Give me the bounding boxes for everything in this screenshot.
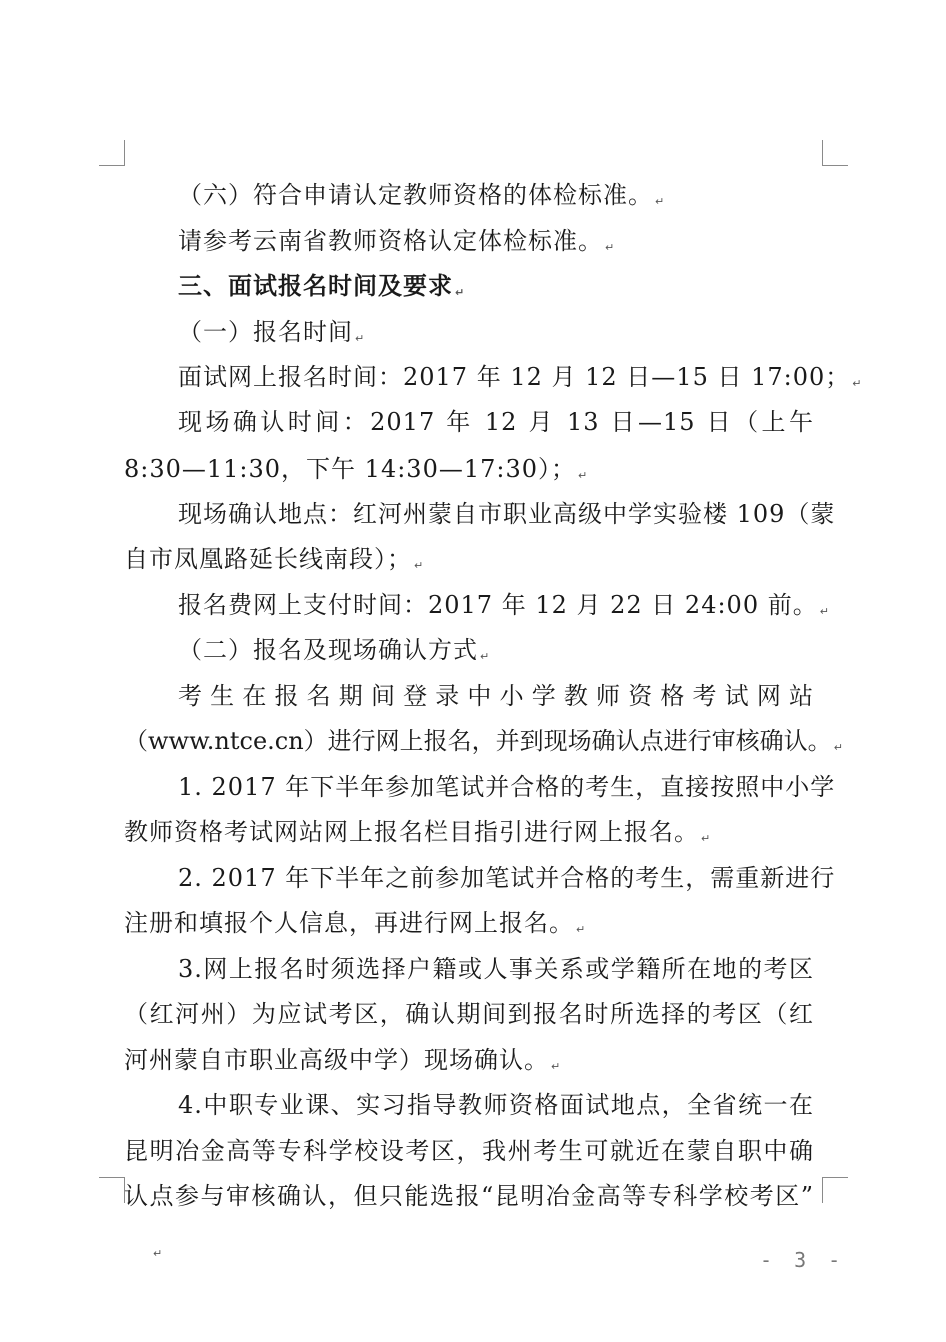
subsection-heading: （一）报名时间 ↵ — [178, 318, 365, 346]
text-line: 考生在报名期间登录中小学教师资格考试网站 — [178, 682, 814, 710]
text-line: 面试网上报名时间：2017 年 12 月 12 日—15 日 17:00； ↵ — [178, 363, 862, 391]
text-line: （红河州）为应试考区，确认期间到报名时所选择的考区（红 — [124, 1000, 814, 1028]
text-line: （六）符合申请认定教师资格的体检标准。 ↵ — [178, 181, 665, 209]
text-line: 现场确认时间：2017 年 12 月 13 日—15 日（上午 — [178, 408, 814, 436]
footer-paragraph-mark: ↵ — [153, 1247, 163, 1260]
text-line: 报名费网上支付时间：2017 年 12 月 22 日 24:00 前。 ↵ — [178, 591, 829, 619]
page-number: - 3 - — [760, 1248, 846, 1272]
text-line: 8:30—11:30，下午 14:30—17:30）； ↵ — [124, 455, 588, 483]
text-line: 昆明冶金高等专科学校设考区，我州考生可就近在蒙自职中确 — [124, 1137, 814, 1165]
text-line: 3.网上报名时须选择户籍或人事关系或学籍所在地的考区 — [178, 955, 814, 983]
text-line: 2. 2017 年下半年之前参加笔试并合格的考生，需重新进行 — [178, 864, 836, 892]
text-line: 4.中职专业课、实习指导教师资格面试地点，全省统一在 — [178, 1091, 814, 1119]
text-line: 认点参与审核确认，但只能选报“昆明冶金高等专科学校考区” — [124, 1182, 814, 1210]
text-line: 河州蒙自市职业高级中学）现场确认。 ↵ — [124, 1046, 561, 1074]
text-line: 注册和填报个人信息，再进行网上报名。 ↵ — [124, 909, 586, 937]
text-line: 教师资格考试网站网上报名栏目指引进行网上报名。 ↵ — [124, 818, 711, 846]
text-line: 现场确认地点：红河州蒙自市职业高级中学实验楼 109（蒙 — [178, 500, 836, 528]
text-line: （www.ntce.cn）进行网上报名，并到现场确认点进行审核确认。 ↵ — [124, 727, 843, 755]
text-line: 1. 2017 年下半年参加笔试并合格的考生，直接按照中小学 — [178, 773, 836, 801]
section-heading: 三、面试报名时间及要求 ↵ — [178, 272, 465, 300]
text-line: 自市凤凰路延长线南段）； ↵ — [124, 545, 424, 573]
subsection-heading: （二）报名及现场确认方式 ↵ — [178, 636, 490, 664]
text-line: 请参考云南省教师资格认定体检标准。 ↵ — [178, 227, 615, 255]
